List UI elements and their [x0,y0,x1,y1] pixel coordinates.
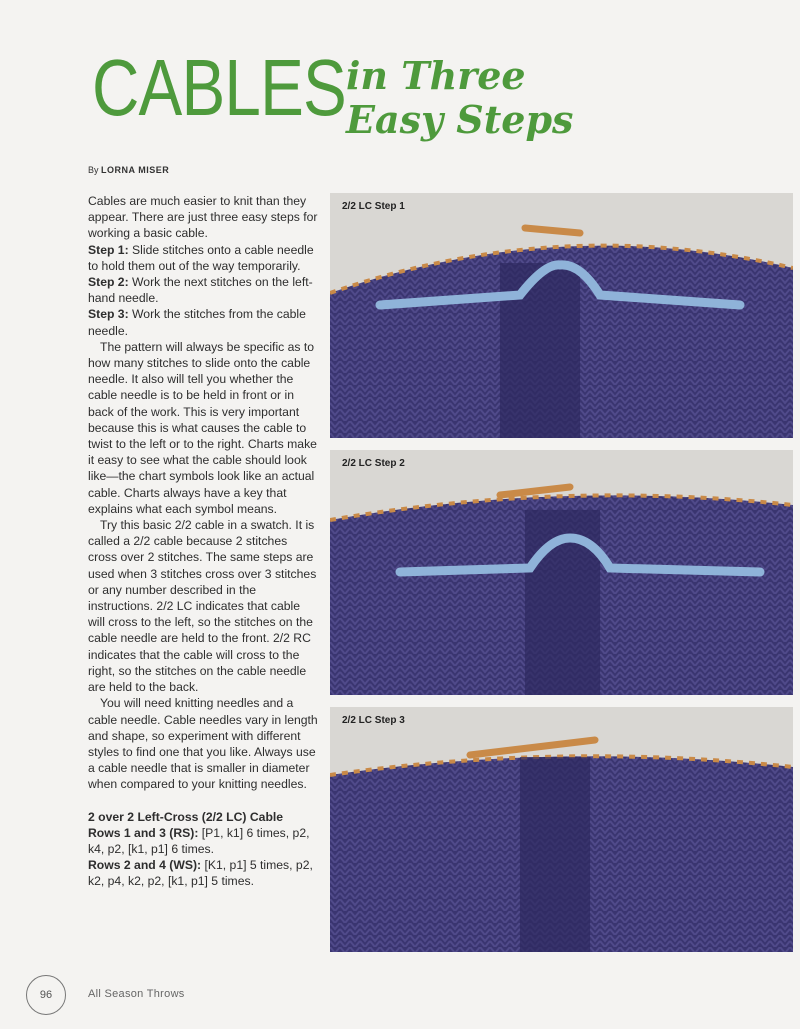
page-title [92,43,712,148]
byline [88,165,169,175]
step-2 [88,274,318,306]
paragraph-4: You will need knitting needles and a cable needle. Cable needles vary in length and shape, so experiment with different styles to find one that you like. Always use a cable needle that is smaller in diameter when compared to your knitting needles. [88,696,318,792]
publication-title: All Season Throws [88,988,185,1000]
title-subtitle [346,54,573,142]
step-1-label: Step 1: [88,242,129,257]
step-3 [88,306,318,338]
article-body [88,193,318,890]
byline-author: LORNA MISER [101,165,170,175]
intro-paragraph: Cables are much easier to knit than they appear. There are just three easy steps for working a basic cable. [88,194,318,241]
photo-label-step-2: 2/2 LC Step 2 [342,458,405,469]
step-1-text: Slide stitches onto a cable needle to hold them out of the way temporarily. [88,242,314,273]
title-line-2: Easy Steps [346,97,574,142]
pattern-heading [88,809,318,825]
step-2-text: Work the next stitches on the left-hand needle. [88,275,313,306]
byline-by: By [88,165,99,175]
photo-step-3 [330,707,793,952]
pattern-row-1 [88,825,318,857]
page-number: 96 [26,975,66,1015]
photo-step-1 [330,193,793,438]
photo-step-2 [330,450,793,695]
row-2-label: Rows 2 and 4 (WS): [88,858,202,873]
photo-label-step-1: 2/2 LC Step 1 [342,201,405,212]
step-2-label: Step 2: [88,275,129,290]
step-3-text: Work the stitches from the cable needle. [88,307,306,338]
row-1-label: Rows 1 and 3 (RS): [88,825,199,840]
pattern-row-2 [88,857,318,889]
knitting-illustration-1 [330,193,793,438]
title-line-1: in Three [346,53,526,98]
row-1-text: [P1, k1] 6 times, p2, k4, p2, [k1, p1] 6 times. [88,825,310,856]
paragraph-2: The pattern will always be specific as to how many stitches to slide onto the cable needle. It also will tell you whether the cable needle is to be held in front or in back of the work. This is very important because this is what causes the cable to twist to the left or to the right. Charts make it easy to see what the cable should look like—the chart symbols look like an actual cable. Charts always have a key that explains what each symbol means. [88,339,317,516]
knitting-illustration-3 [330,707,793,952]
knitting-illustration-2 [330,450,793,695]
paragraph-3: Try this basic 2/2 cable in a swatch. It is called a 2/2 cable because 2 stitches cross over 2 stitches. The same steps are used when 3 stitches cross over 3 stitches or any number described in the instructions. 2/2 LC indicates that cable will cross to the left, so the stitches on the cable needle are held to the front. 2/2 RC indicates that the cable will cross to the right, so the stitches on the cable needle are held to the back. [88,518,317,695]
pattern-heading-text: 2 over 2 Left-Cross (2/2 LC) Cable [88,809,284,824]
step-3-label: Step 3: [88,307,129,322]
photo-label-step-3: 2/2 LC Step 3 [342,715,405,726]
title-cables: CABLES [92,43,346,132]
row-2-text: [K1, p1] 5 times, p2, k2, p4, k2, p2, [k1, p1] 5 times. [88,858,313,889]
step-1 [88,242,318,274]
